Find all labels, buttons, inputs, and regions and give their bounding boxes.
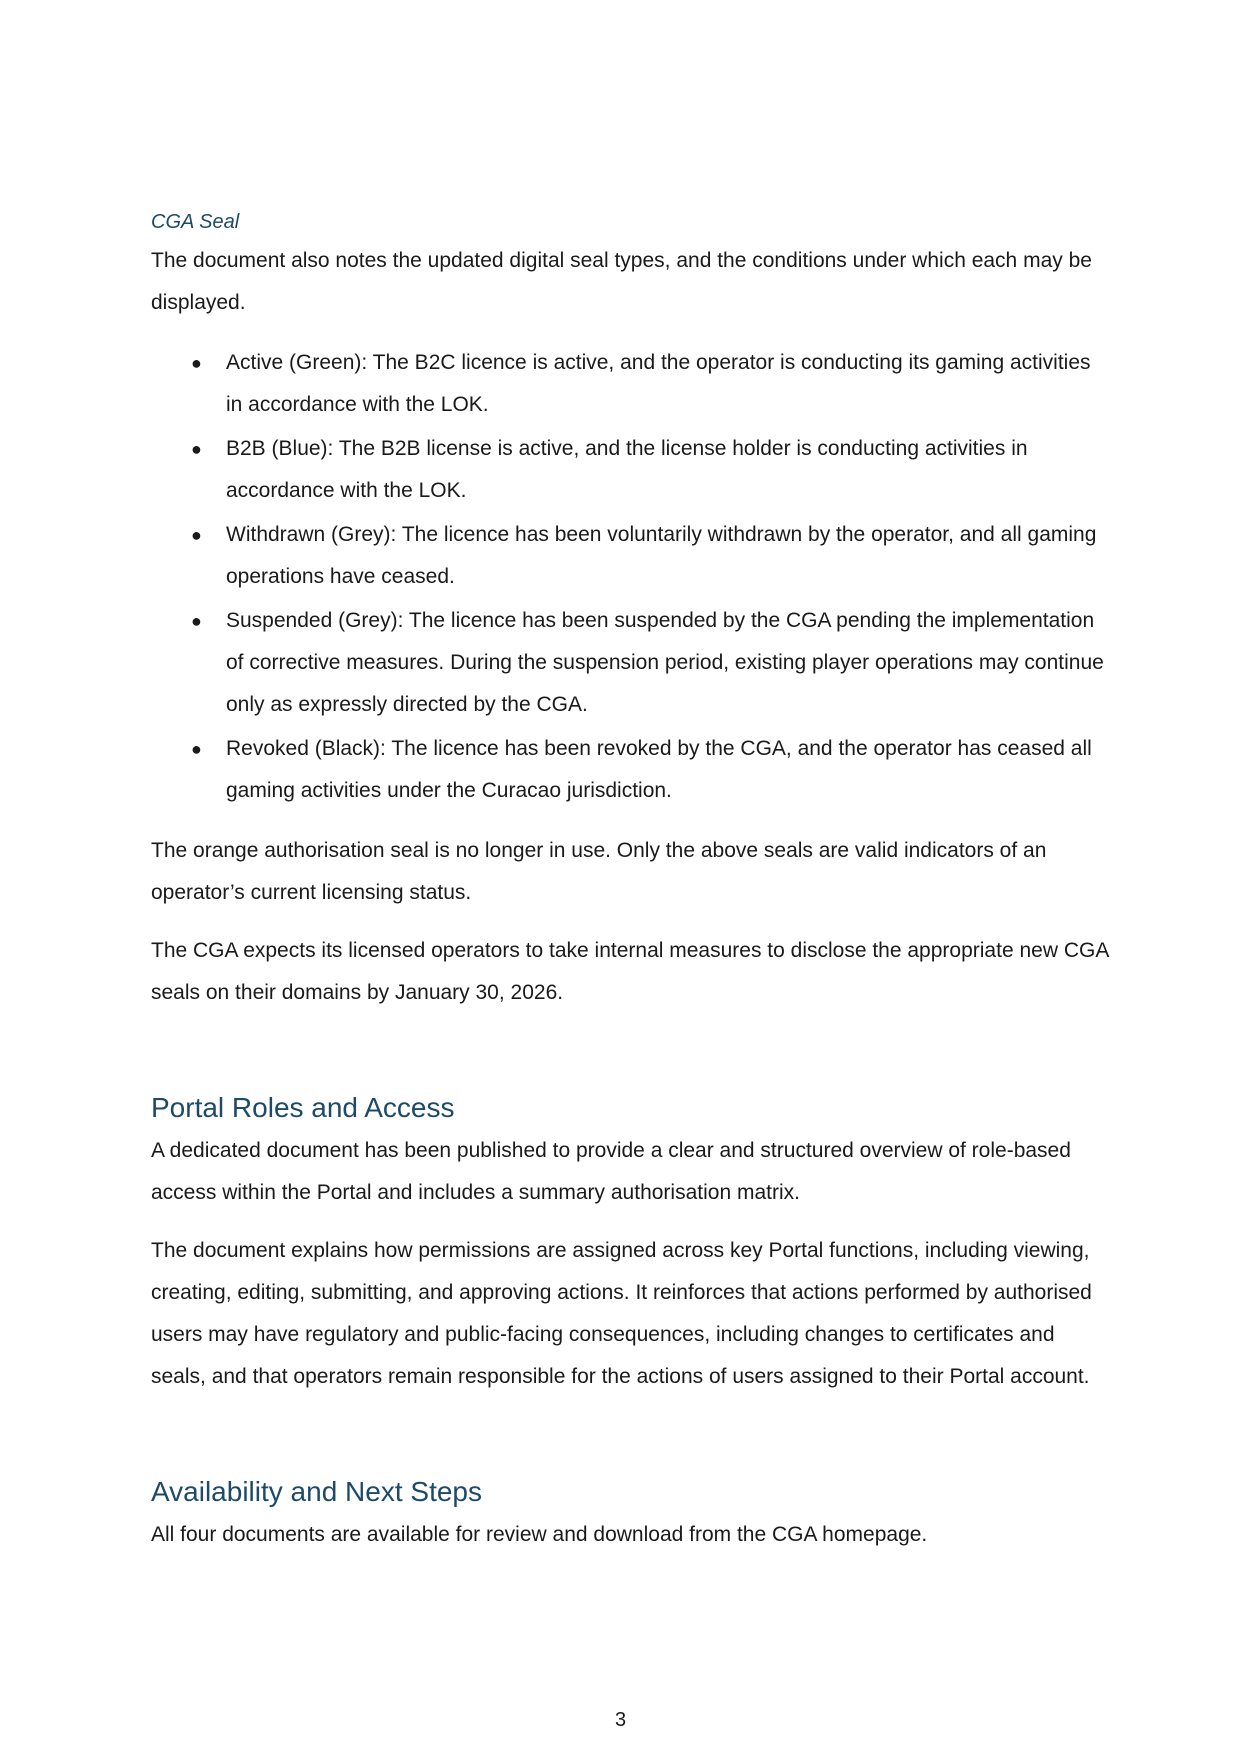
section-spacer [151, 1030, 1111, 1088]
bullet-icon: ● [191, 739, 202, 759]
page-number: 3 [614, 1709, 627, 1731]
list-item [151, 514, 1111, 598]
portal-roles-heading: Portal Roles and Access [151, 1092, 455, 1123]
availability-paragraph: All four documents are available for review and download from the CGA homepage. [151, 1523, 928, 1546]
list-item [151, 342, 1111, 426]
seal-intro-paragraph: The document also notes the updated digital seal types, and the conditions under which each may be displayed. [151, 249, 1092, 314]
bullet-icon: ● [191, 525, 202, 545]
list-item-text: Suspended (Grey): The licence has been suspended by the CGA pending the implementation of corrective measures. During the suspension period, existing player operations may continue only as expressly directed by the CGA. [226, 609, 1104, 716]
orange-seal-paragraph: The orange authorisation seal is no longer in use. Only the above seals are valid indicators of an operator’s current licensing status. [151, 839, 1047, 904]
portal-roles-paragraph-1: A dedicated document has been published to provide a clear and structured overview of role-based access within the Portal and includes a summary authorisation matrix. [151, 1139, 1071, 1204]
bullet-icon: ● [191, 611, 202, 631]
list-item-text: Active (Green): The B2C licence is active, and the operator is conducting its gaming activities in accordance with the LOK. [226, 351, 1091, 416]
cga-seal-subheading: CGA Seal [151, 211, 240, 233]
list-item [151, 428, 1111, 512]
document-page [151, 208, 1111, 1572]
list-item-text: B2B (Blue): The B2B license is active, and the license holder is conducting activities in accordance with the LOK. [226, 437, 1028, 502]
availability-heading: Availability and Next Steps [151, 1476, 482, 1507]
list-item-text: Withdrawn (Grey): The licence has been voluntarily withdrawn by the operator, and all gaming operations have ceased. [226, 523, 1097, 588]
section-spacer [151, 1414, 1111, 1472]
bullet-icon: ● [191, 353, 202, 373]
portal-roles-paragraph-2: The document explains how permissions are assigned across key Portal functions, including viewing, creating, editing, submitting, and approving actions. It reinforces that actions performed by authorised users may have regulatory and public-facing consequences, including changes to certificates and seals, and that operators remain responsible for the actions of users assigned to their Portal account. [151, 1239, 1092, 1388]
bullet-icon: ● [191, 439, 202, 459]
seal-types-list [151, 342, 1111, 812]
list-item [151, 728, 1111, 812]
list-item-text: Revoked (Black): The licence has been revoked by the CGA, and the operator has ceased all gaming activities under the Curacao jurisdiction. [226, 737, 1092, 802]
list-item [151, 600, 1111, 726]
seal-deadline-paragraph: The CGA expects its licensed operators to take internal measures to disclose the appropriate new CGA seals on their domains by January 30, 2026. [151, 939, 1109, 1004]
